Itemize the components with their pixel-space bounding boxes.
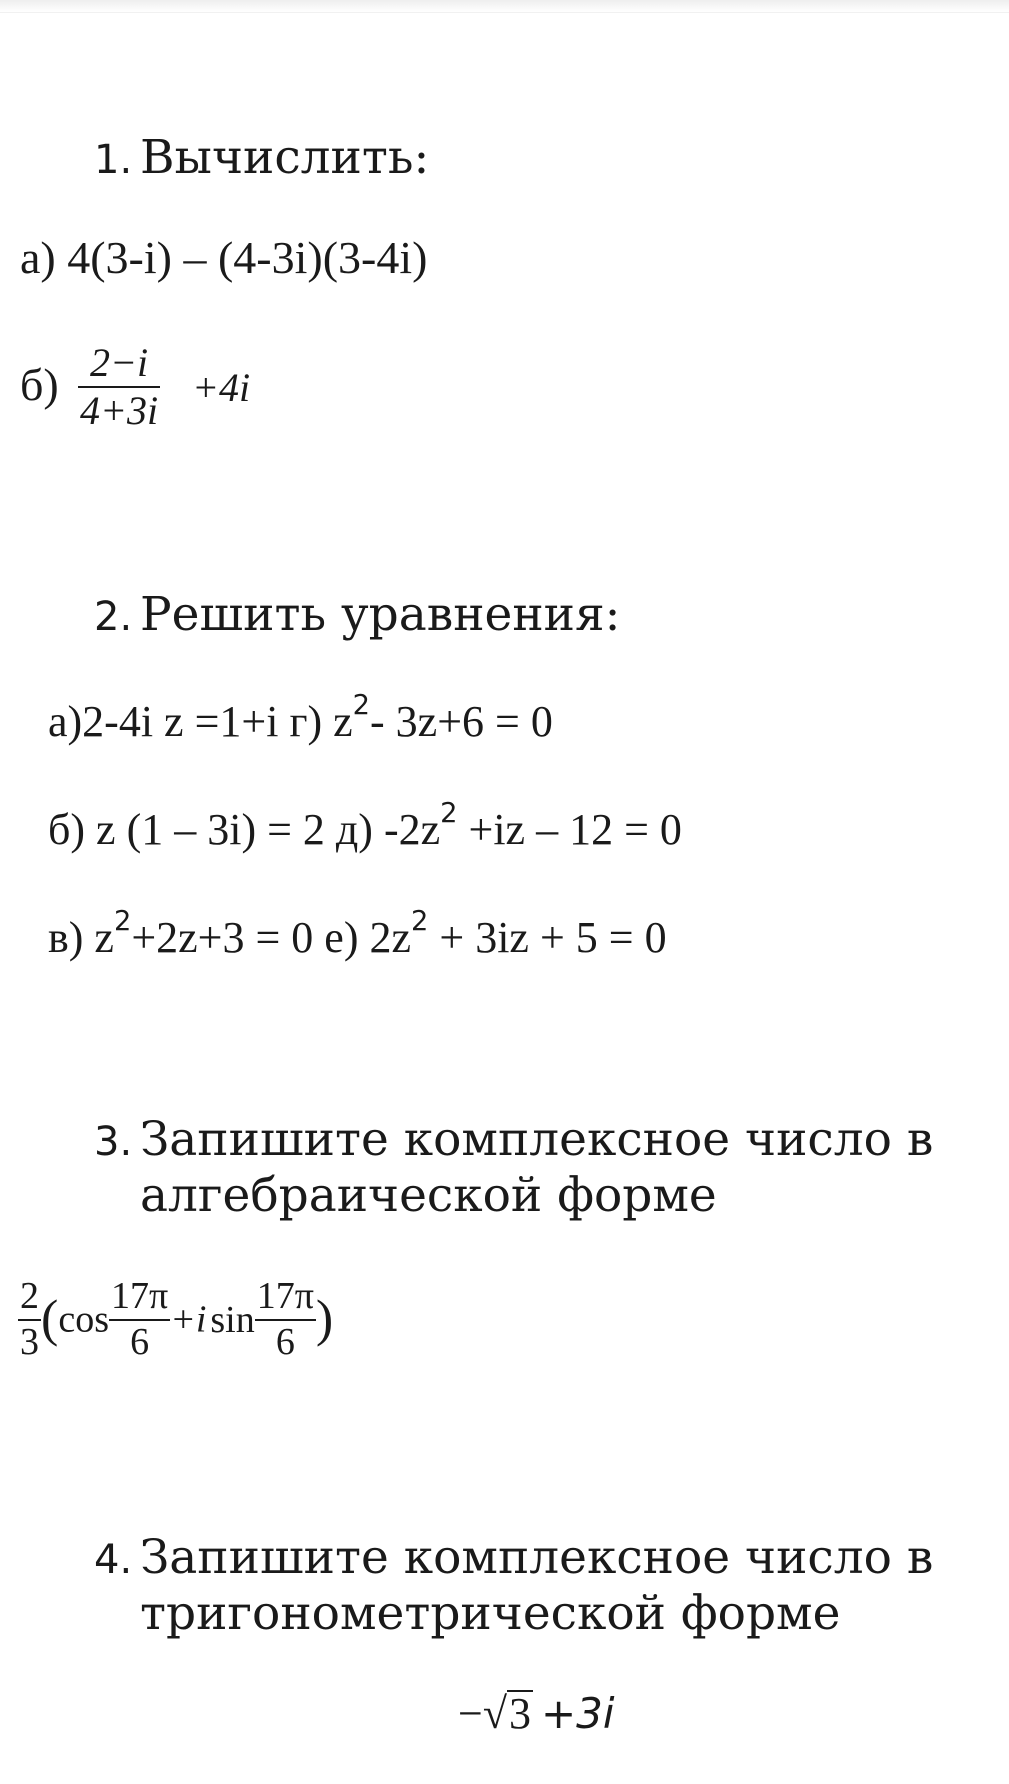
- task-3-angle-1: [109, 1275, 170, 1364]
- task-2-line-2-pre: б) z (1 – 3i) = 2 д) -2z: [48, 805, 441, 854]
- task-2-line-3-exponent-2: 2: [411, 905, 429, 937]
- task-1-number: 1.: [94, 137, 133, 183]
- task-4-title-line-2: тригонометрической форме: [140, 1586, 841, 1641]
- task-1-item-b-fraction: [78, 340, 160, 434]
- task-3-coefficient: [18, 1275, 41, 1364]
- task-3-cos: cos: [58, 1298, 109, 1341]
- task-4-title-line-1: Запишите комплексное число в: [140, 1530, 934, 1585]
- task-3-expression: [18, 1275, 333, 1364]
- task-4-expression: [458, 1690, 615, 1736]
- task-3-heading: [94, 1112, 974, 1224]
- task-2-line-1-pre: а)2-4i z =1+i г) z: [48, 697, 353, 746]
- task-2-line-3-part-c: + 3iz + 5 = 0: [428, 913, 667, 962]
- task-4-sqrt: [483, 1690, 533, 1736]
- task-4-heading: [94, 1530, 974, 1642]
- task-1-item-a: а) 4(3-i) – (4-3i)(3-4i): [20, 232, 428, 283]
- task-3-plus-i: +i: [170, 1298, 207, 1341]
- task-1-item-b-label: б): [20, 359, 59, 410]
- task-3-sin: sin: [210, 1298, 255, 1341]
- task-1-title: Вычислить:: [140, 130, 430, 185]
- task-2-line-1-post: - 3z+6 = 0: [370, 697, 553, 746]
- task-1-item-b-denominator: 4+3i: [80, 388, 159, 433]
- task-3-angle-1-numerator: 17π: [109, 1275, 170, 1321]
- task-4-minus: −: [458, 1689, 483, 1738]
- task-3-title-line-1: Запишите комплексное число в: [140, 1112, 934, 1167]
- task-2-line-3-part-a: в) z: [48, 913, 114, 962]
- task-3-angle-2: [255, 1275, 316, 1364]
- top-bar: [0, 0, 1009, 13]
- task-3-angle-2-denominator: 6: [275, 1320, 295, 1363]
- task-4-sqrt-sign: √: [482, 1689, 507, 1738]
- task-1-item-b-tail: +4i: [192, 365, 251, 410]
- task-1-heading: [94, 130, 794, 186]
- task-2-line-2: [48, 797, 682, 858]
- task-2-heading: [94, 587, 894, 643]
- task-3-angle-2-numerator: 17π: [255, 1275, 316, 1321]
- task-4-tail: +3i: [540, 1689, 615, 1738]
- task-2-title: Решить уравнения:: [140, 587, 621, 642]
- task-2-line-1: [48, 689, 553, 750]
- task-3-coefficient-numerator: 2: [18, 1275, 41, 1321]
- task-3-open-paren: (: [41, 1290, 59, 1348]
- task-4-number: 4.: [94, 1537, 133, 1583]
- task-3-title-line-2: алгебраической форме: [140, 1168, 717, 1223]
- task-2-line-1-exponent: 2: [352, 689, 371, 721]
- task-3-coefficient-denominator: 3: [20, 1320, 39, 1363]
- task-4-radicand: 3: [508, 1689, 531, 1738]
- task-3-number: 3.: [94, 1119, 133, 1165]
- task-2-line-3: [48, 905, 667, 966]
- task-2-line-3-exponent-1: 2: [113, 905, 132, 937]
- task-3-close-paren: ): [315, 1290, 334, 1348]
- task-2-line-3-part-b: +2z+3 = 0 е) 2z: [131, 913, 412, 962]
- task-2-number: 2.: [94, 594, 133, 640]
- task-2-line-2-exponent: 2: [440, 797, 458, 829]
- task-2-line-2-post: +iz – 12 = 0: [457, 805, 682, 854]
- task-3-angle-1-denominator: 6: [130, 1320, 150, 1363]
- task-1-item-b-numerator: 2−i: [78, 340, 160, 388]
